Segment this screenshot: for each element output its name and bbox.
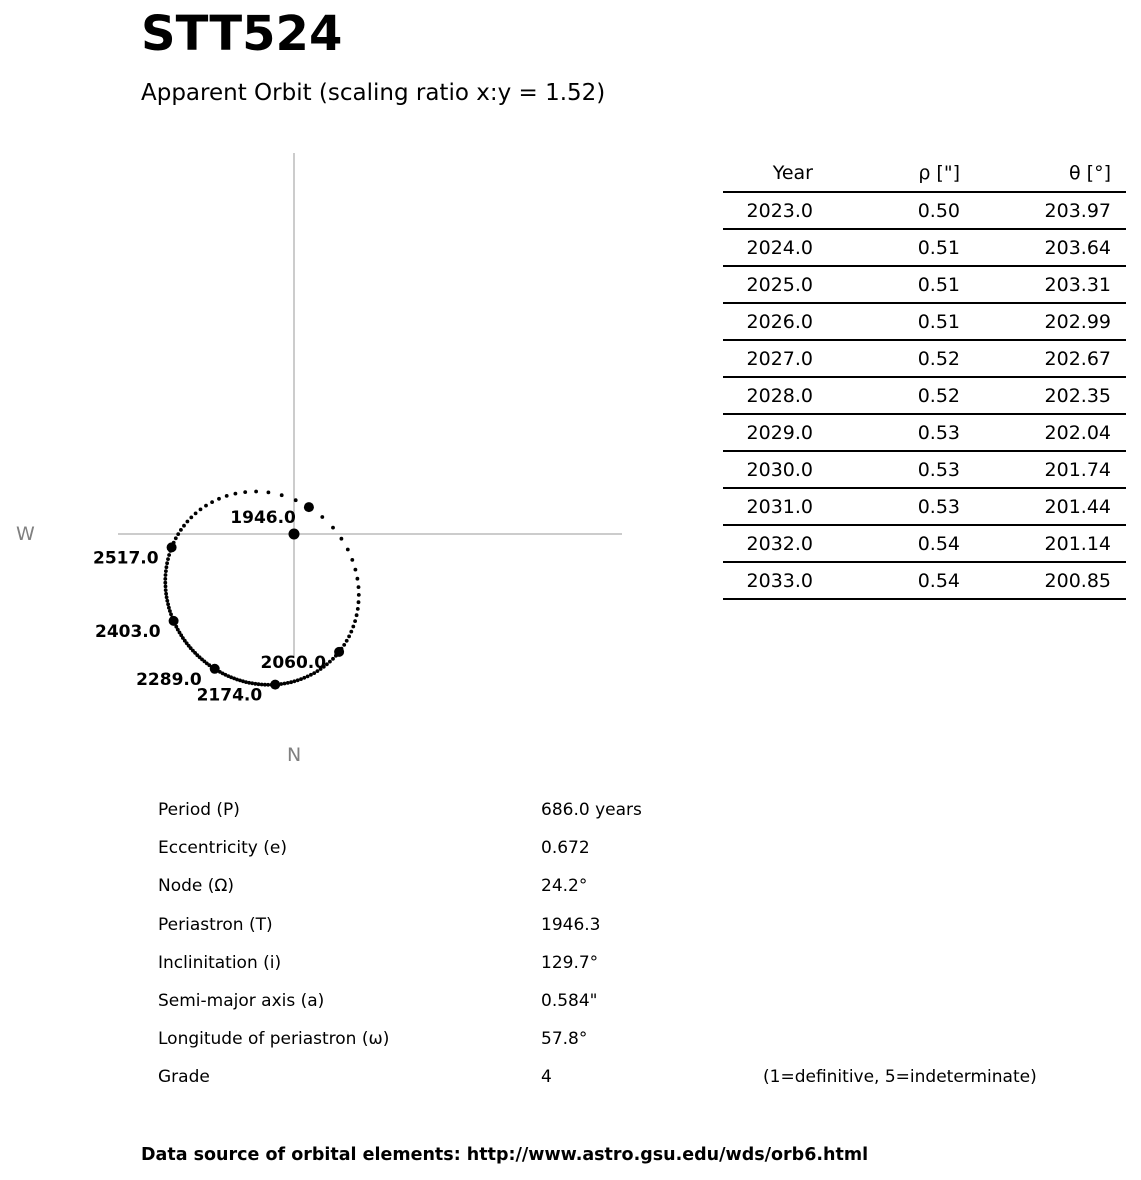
table-row <box>723 377 1126 414</box>
element-value: 4 <box>541 1067 552 1088</box>
column-header-year: Year <box>723 155 813 192</box>
cell-theta: 202.35 <box>960 377 1126 414</box>
page-title: STT524 <box>141 6 343 62</box>
orbit-point <box>356 607 360 611</box>
cell-year: 2027.0 <box>723 340 813 377</box>
orbit-point <box>204 504 208 508</box>
epoch-marker <box>304 502 314 512</box>
orbit-point <box>357 600 361 604</box>
orbit-point <box>299 677 303 681</box>
element-label: Node (Ω) <box>158 876 235 897</box>
orbital-elements-list <box>158 794 1138 1100</box>
orbit-point <box>163 581 167 585</box>
orbit-point <box>349 630 353 634</box>
cell-theta: 203.97 <box>960 192 1126 229</box>
orbit-point <box>189 516 193 520</box>
orbit-point <box>165 595 169 599</box>
orbit-point <box>166 557 170 561</box>
element-label: Longitude of periastron (ω) <box>158 1029 390 1050</box>
orbit-point <box>169 612 173 616</box>
element-value: 57.8° <box>541 1029 588 1050</box>
cell-theta: 203.64 <box>960 229 1126 266</box>
cell-rho: 0.51 <box>813 266 960 303</box>
table-row <box>723 488 1126 525</box>
element-row <box>158 1023 1138 1061</box>
primary-star-marker <box>289 529 300 540</box>
epoch-label: 1946.0 <box>230 508 296 529</box>
orbit-point <box>306 675 310 679</box>
element-row <box>158 1061 1138 1099</box>
orbit-point <box>163 577 167 581</box>
epoch-marker <box>270 680 280 690</box>
cell-rho: 0.53 <box>813 451 960 488</box>
element-row <box>158 870 1138 908</box>
orbit-point <box>357 585 361 589</box>
column-header-theta: θ [°] <box>960 155 1126 192</box>
element-value: 686.0 years <box>541 800 642 820</box>
chart-axes <box>118 153 622 658</box>
element-label: Inclinitation (i) <box>158 952 282 973</box>
orbit-point <box>243 490 247 494</box>
ephemeris-table <box>723 155 1126 600</box>
cell-year: 2023.0 <box>723 192 813 229</box>
cell-rho: 0.52 <box>813 340 960 377</box>
orbit-point <box>294 498 298 502</box>
table-row <box>723 266 1126 303</box>
orbit-point <box>164 585 168 589</box>
cell-year: 2030.0 <box>723 451 813 488</box>
orbit-point <box>350 558 354 562</box>
orbit-point <box>354 568 358 572</box>
column-header-rho: ρ ["] <box>813 155 960 192</box>
table-row <box>723 340 1126 377</box>
element-value: 129.7° <box>541 952 599 973</box>
orbit-point <box>234 492 238 496</box>
epoch-marker <box>167 542 177 552</box>
cell-year: 2026.0 <box>723 303 813 340</box>
cell-rho: 0.50 <box>813 192 960 229</box>
orbit-point <box>280 493 284 497</box>
epoch-label: 2517.0 <box>92 548 159 569</box>
element-row <box>158 832 1138 870</box>
orbit-point <box>210 500 214 504</box>
orbit-point <box>167 553 171 557</box>
ephemeris-header-row <box>723 155 1126 192</box>
element-note: (1=definitive, 5=indeterminate) <box>763 1067 1037 1088</box>
element-label: Eccentricity (e) <box>158 838 287 859</box>
element-value: 24.2° <box>541 876 588 897</box>
epoch-marker <box>210 664 220 674</box>
orbit-point <box>176 532 180 536</box>
cell-year: 2028.0 <box>723 377 813 414</box>
cell-year: 2033.0 <box>723 562 813 599</box>
cell-year: 2025.0 <box>723 266 813 303</box>
orbit-chart <box>0 0 700 790</box>
orbit-point <box>353 619 357 623</box>
orbit-point <box>340 537 344 541</box>
orbit-point <box>296 678 300 682</box>
element-value: 0.672 <box>541 838 590 859</box>
cell-theta: 202.99 <box>960 303 1126 340</box>
orbit-point <box>331 526 335 530</box>
epoch-marker <box>169 616 179 626</box>
cell-theta: 201.14 <box>960 525 1126 562</box>
cell-year: 2031.0 <box>723 488 813 525</box>
cell-rho: 0.53 <box>813 414 960 451</box>
orbit-point <box>320 515 324 519</box>
table-row <box>723 414 1126 451</box>
orbit-point <box>167 606 171 610</box>
element-row <box>158 947 1138 985</box>
table-row <box>723 303 1126 340</box>
orbit-point <box>166 602 170 606</box>
orbit-point <box>345 639 349 643</box>
table-row <box>723 562 1126 599</box>
orbit-point <box>289 680 293 684</box>
element-label: Semi-major axis (a) <box>158 990 325 1011</box>
epoch-label: 2174.0 <box>196 685 263 706</box>
cell-theta: 202.67 <box>960 340 1126 377</box>
cell-year: 2032.0 <box>723 525 813 562</box>
orbit-point <box>164 592 168 596</box>
cell-rho: 0.51 <box>813 303 960 340</box>
cell-theta: 202.04 <box>960 414 1126 451</box>
orbit-point <box>286 681 290 685</box>
west-label: W <box>16 523 35 545</box>
table-row <box>723 192 1126 229</box>
cell-theta: 200.85 <box>960 562 1126 599</box>
cell-theta: 203.31 <box>960 266 1126 303</box>
orbit-point <box>356 577 360 581</box>
table-row <box>723 229 1126 266</box>
north-label: N <box>287 744 302 766</box>
orbit-point <box>346 548 350 552</box>
element-label: Period (P) <box>158 800 240 820</box>
orbit-point <box>199 508 203 512</box>
element-row <box>158 985 1138 1023</box>
orbit-point <box>328 660 332 664</box>
orbit-point <box>217 497 221 501</box>
chart-subtitle: Apparent Orbit (scaling ratio x:y = 1.52) <box>141 80 606 106</box>
orbit-point <box>165 565 169 569</box>
cell-rho: 0.52 <box>813 377 960 414</box>
cell-theta: 201.44 <box>960 488 1126 525</box>
orbit-point <box>309 673 313 677</box>
epoch-marker <box>334 647 344 657</box>
cell-year: 2024.0 <box>723 229 813 266</box>
orbit-point <box>165 599 169 603</box>
orbit-point <box>165 561 169 565</box>
epoch-label: 2289.0 <box>136 669 202 690</box>
orbit-point <box>283 682 287 686</box>
orbit-point <box>267 491 271 495</box>
element-label: Grade <box>158 1067 210 1088</box>
orbit-point <box>351 625 355 629</box>
orbit-point <box>347 635 351 639</box>
orbit-point <box>174 536 178 540</box>
epoch-label: 2060.0 <box>260 652 327 673</box>
table-row <box>723 451 1126 488</box>
epoch-label: 2403.0 <box>94 621 161 642</box>
orbit-point <box>302 676 306 680</box>
cell-rho: 0.54 <box>813 525 960 562</box>
cell-theta: 201.74 <box>960 451 1126 488</box>
orbit-point <box>342 643 346 647</box>
orbit-point <box>254 490 258 494</box>
orbit-point <box>182 524 186 528</box>
orbit-point <box>164 573 168 577</box>
orbit-point <box>168 609 172 613</box>
cell-year: 2029.0 <box>723 414 813 451</box>
orbit-point <box>293 679 297 683</box>
orbit-point <box>179 528 183 532</box>
orbit-point <box>331 657 335 661</box>
element-value: 0.584" <box>541 990 598 1011</box>
orbit-point <box>225 494 229 498</box>
orbit-point <box>194 512 198 516</box>
cell-rho: 0.51 <box>813 229 960 266</box>
cell-rho: 0.53 <box>813 488 960 525</box>
element-row <box>158 909 1138 947</box>
orbit-point <box>164 569 168 573</box>
orbit-point <box>357 593 361 597</box>
table-row <box>723 525 1126 562</box>
orbit-point <box>355 613 359 617</box>
element-value: 1946.3 <box>541 914 601 935</box>
data-source-footer: Data source of orbital elements: http://www.astro.gsu.edu/wds/orb6.html <box>141 1145 869 1165</box>
cell-rho: 0.54 <box>813 562 960 599</box>
orbit-point <box>164 588 168 592</box>
element-label: Periastron (T) <box>158 914 273 935</box>
element-row <box>158 794 1138 832</box>
orbit-point <box>186 520 190 524</box>
